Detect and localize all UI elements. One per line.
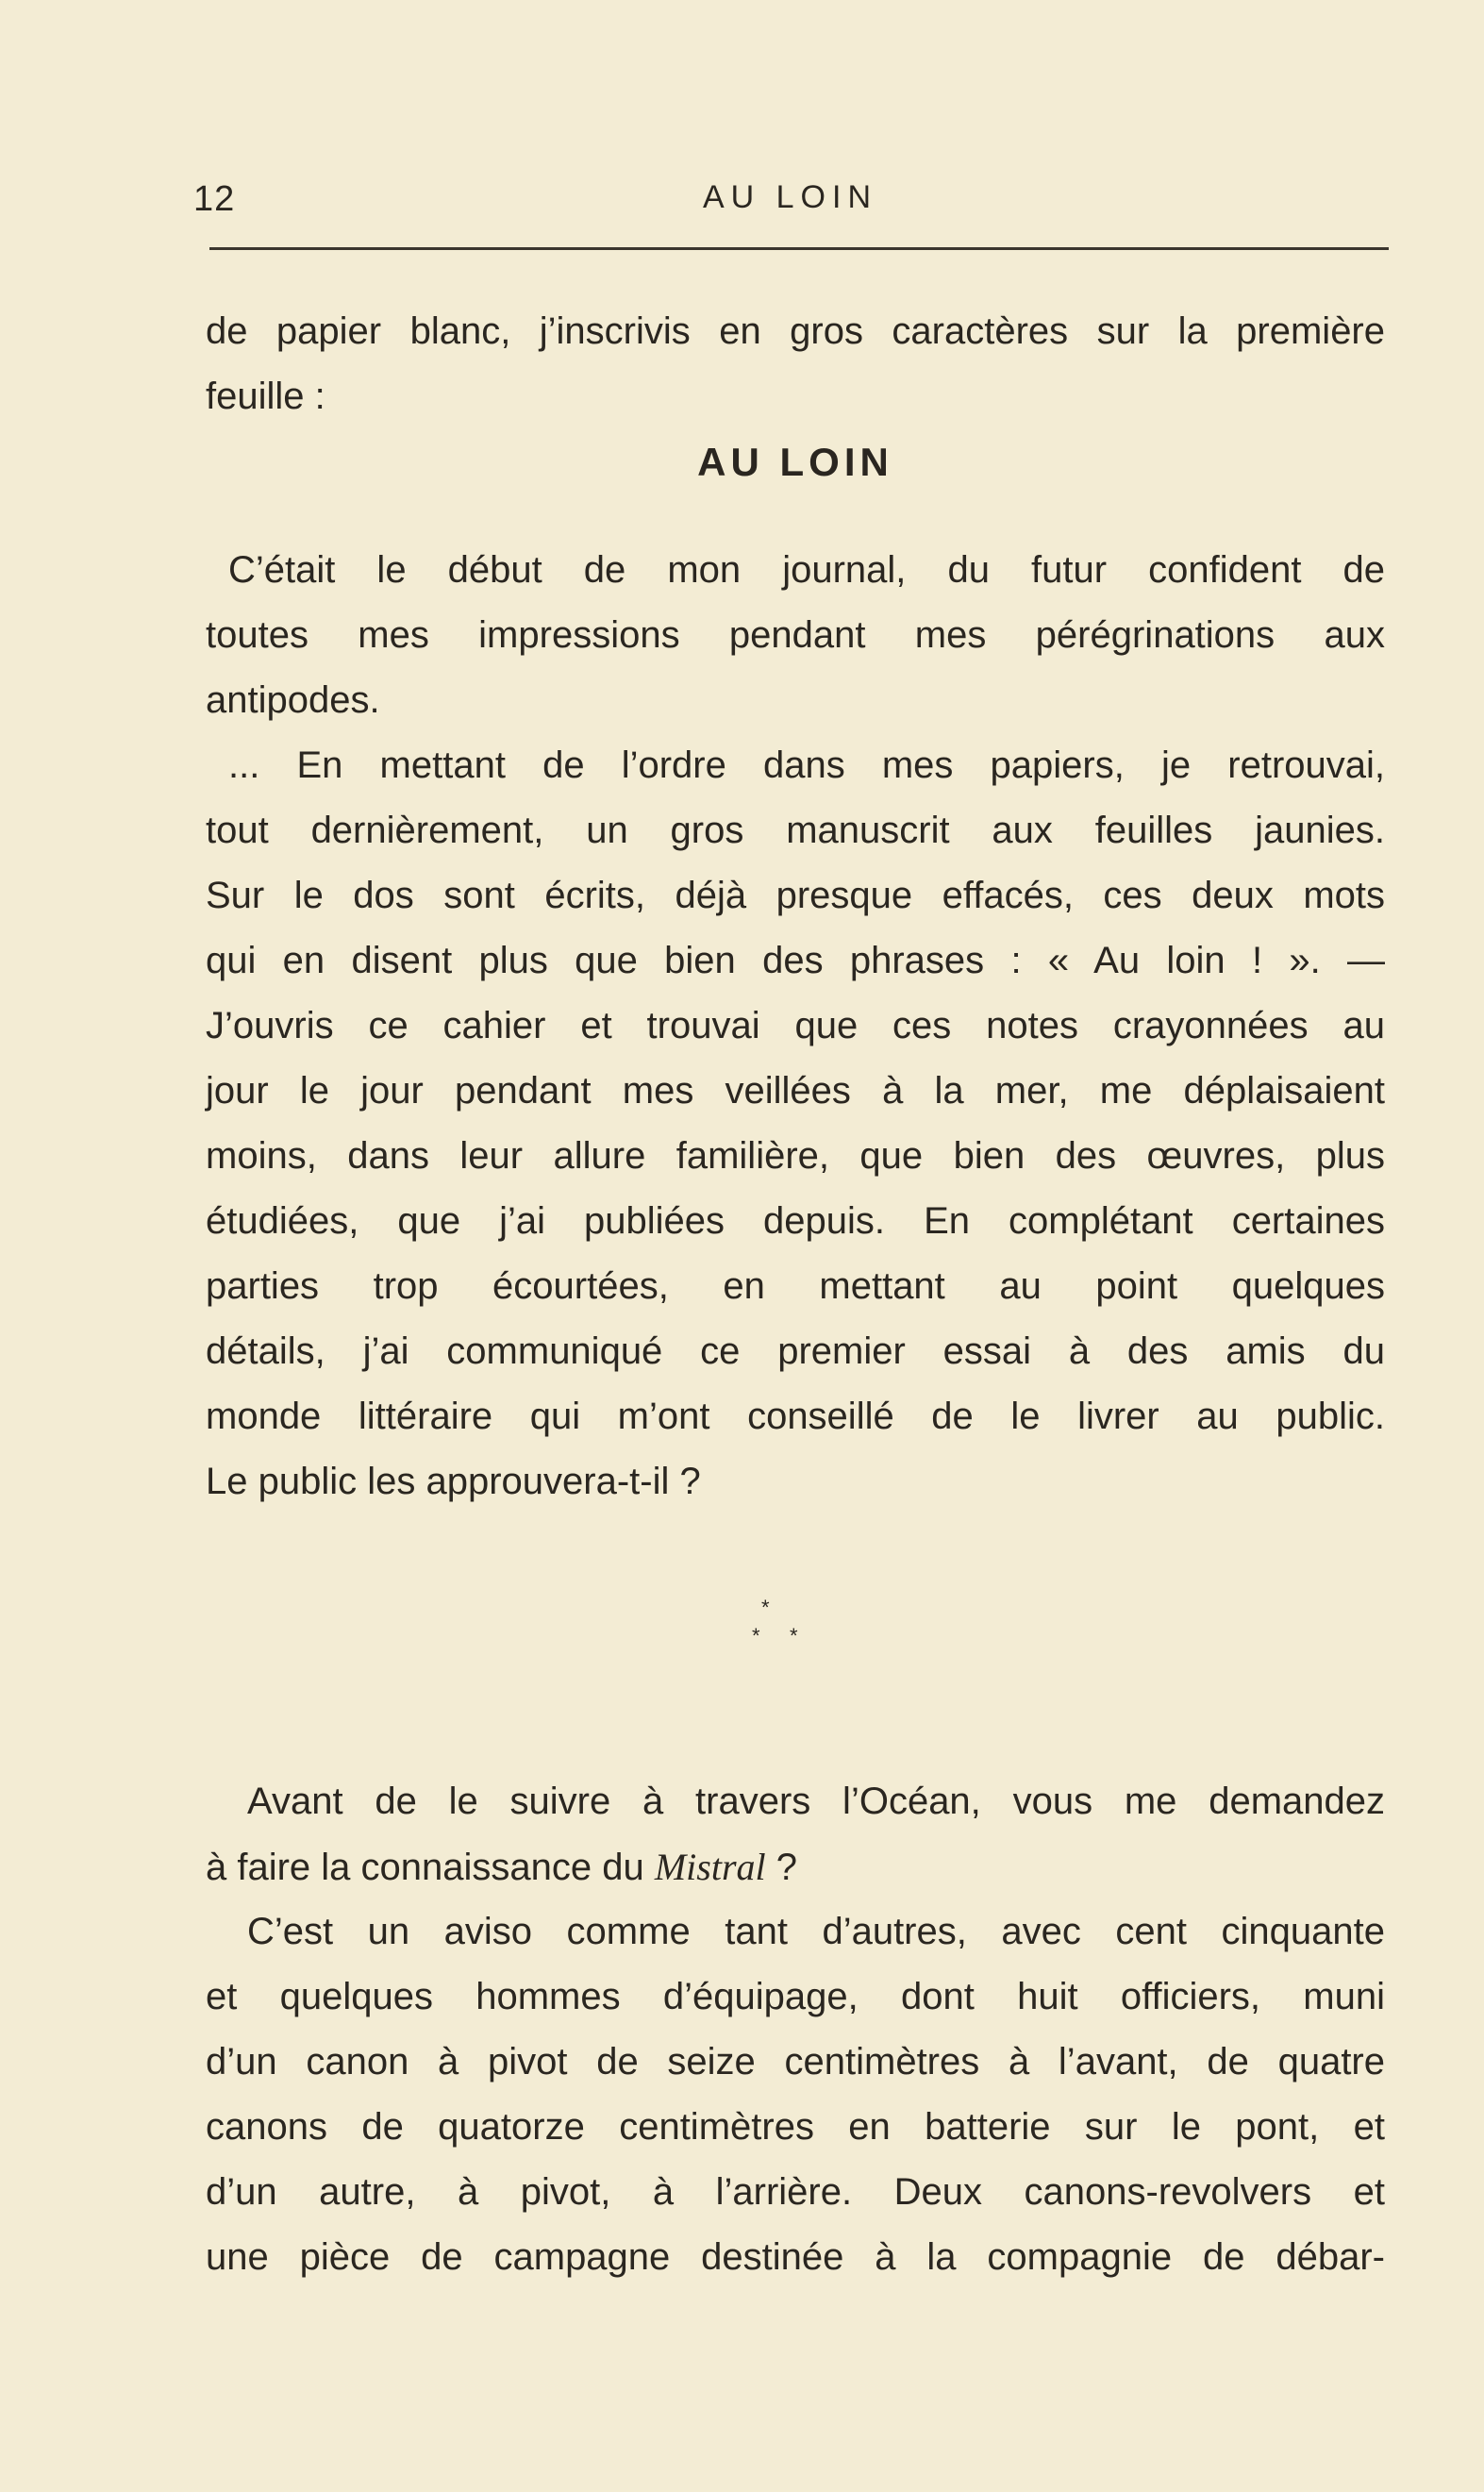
paragraph-mistral	[206, 1769, 1385, 2290]
text-line: antipodes.	[206, 679, 380, 721]
text-line	[206, 1834, 1385, 1899]
page-header	[193, 179, 1387, 223]
text-line: ... En mettant de l’ordre dans mes papiers, je retrouvai,	[228, 744, 1385, 786]
text-line: C’est un aviso comme tant d’autres, avec cent cinquante	[247, 1911, 1385, 1952]
text-line: parties trop écourtées, en mettant au point quelques	[206, 1265, 1385, 1307]
text-line: jour le jour pendant mes veillées à la mer, me déplaisaient	[206, 1070, 1385, 1112]
header-rule	[209, 247, 1389, 250]
running-title: AU LOIN	[702, 179, 878, 215]
text-line: d’un canon à pivot de seize centimètres à l’avant, de quatre	[206, 2041, 1385, 2082]
text-line: feuille :	[206, 376, 325, 417]
separator-star: *	[761, 1596, 770, 1619]
text-line: Sur le dos sont écrits, déjà presque effacés, ces deux mots	[206, 875, 1385, 916]
text-line: monde littéraire qui m’ont conseillé de le livrer au public.	[206, 1396, 1385, 1437]
text-line: canons de quatorze centimètres en batterie sur le pont, et	[206, 2106, 1385, 2148]
section-separator	[717, 1590, 821, 1665]
text-line: d’un autre, à pivot, à l’arrière. Deux canons-revolvers et	[206, 2171, 1385, 2213]
text-line: toutes mes impressions pendant mes pérégrinations aux	[206, 614, 1385, 656]
separator-star: *	[790, 1624, 798, 1647]
text-line: Avant de le suivre à travers l’Océan, vous me demandez	[247, 1781, 1385, 1822]
text-line: étudiées, que j’ai publiées depuis. En complétant certaines	[206, 1200, 1385, 1242]
text-line: de papier blanc, j’inscrivis en gros caractères sur la première	[206, 310, 1385, 352]
text-run: ?	[765, 1847, 798, 1888]
ship-name: Mistral	[654, 1846, 766, 1888]
text-line: qui en disent plus que bien des phrases : « Au loin ! ». —	[206, 940, 1385, 981]
page-number: 12	[193, 179, 236, 219]
text-line: une pièce de campagne destinée à la compagnie de débar-	[206, 2236, 1385, 2278]
text-line: Le public les approuvera-t-il ?	[206, 1461, 701, 1502]
text-line: moins, dans leur allure familière, que bien des œuvres, plus	[206, 1135, 1385, 1177]
separator-star: *	[752, 1624, 760, 1647]
text-line: et quelques hommes d’équipage, dont huit officiers, muni	[206, 1976, 1385, 2017]
journal-title: AU LOIN	[697, 440, 893, 484]
paragraph-main	[206, 538, 1385, 1514]
text-line: détails, j’ai communiqué ce premier essai à des amis du	[206, 1330, 1385, 1372]
text-line: tout dernièrement, un gros manuscrit aux feuilles jaunies.	[206, 810, 1385, 851]
paragraph-intro	[206, 299, 1385, 494]
text-run: à faire la connaissance du	[206, 1847, 655, 1888]
text-line: J’ouvris ce cahier et trouvai que ces notes crayonnées au	[206, 1005, 1385, 1046]
text-line: C’était le début de mon journal, du futur confident de	[228, 549, 1385, 591]
